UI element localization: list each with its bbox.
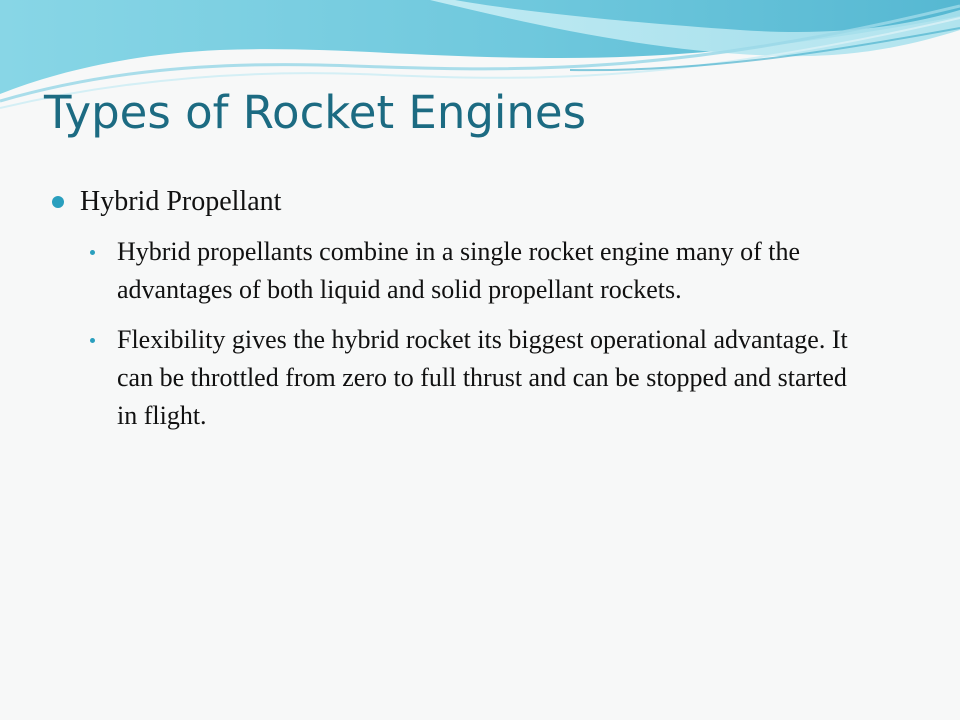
bullet-dot-icon [52, 196, 64, 208]
sub-bullet-list [52, 233, 872, 435]
slide-title: Types of Rocket Engines [44, 86, 587, 139]
slide-body [52, 181, 872, 447]
sub-bullet-1 [90, 233, 872, 309]
sub-bullet-dot-icon [90, 250, 95, 255]
sub-bullet-2 [90, 321, 872, 435]
sub-bullet-text-2: Flexibility gives the hybrid rocket its biggest operational advantage. It can be throttled from zero to full thrust and can be stopped and started in flight. [117, 325, 848, 430]
bullet-hybrid-propellant [52, 181, 872, 223]
sub-bullet-dot-icon [90, 338, 95, 343]
bullet-heading-text: Hybrid Propellant [80, 186, 282, 217]
sub-bullet-text-1: Hybrid propellants combine in a single rocket engine many of the advantages of both liquid and solid propellant rockets. [117, 237, 801, 304]
